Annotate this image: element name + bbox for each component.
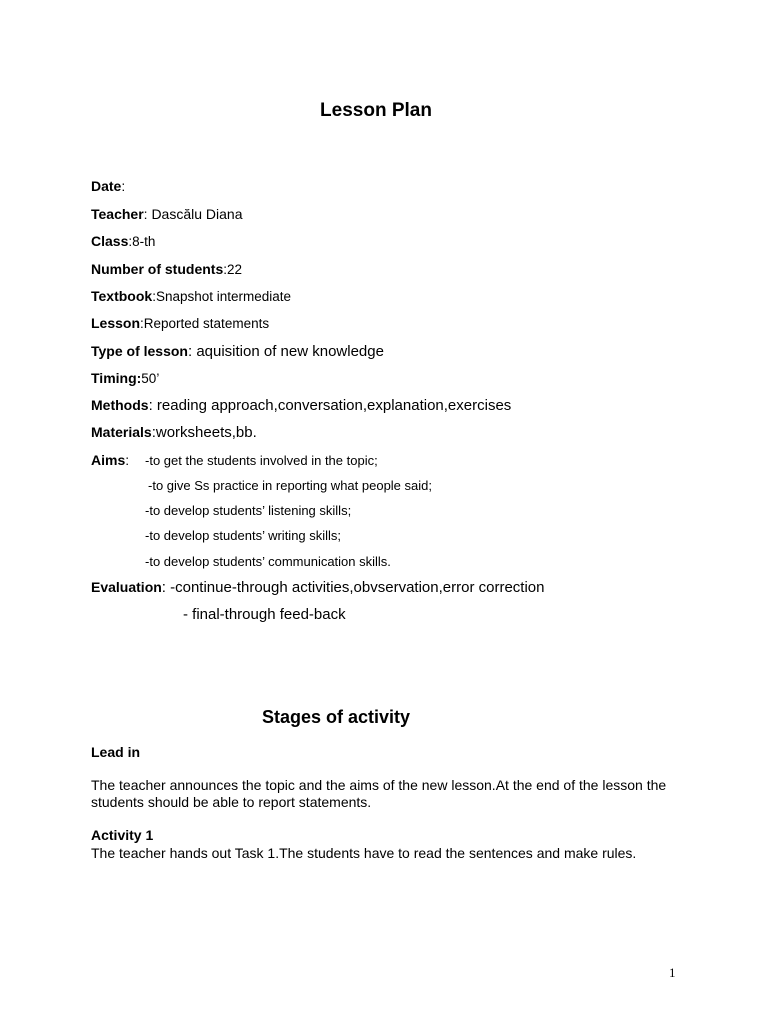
evaluation-label: Evaluation (91, 579, 162, 595)
field-timing (91, 369, 159, 388)
activity-1-heading: Activity 1 (91, 827, 154, 843)
evaluation-value: : -continue-through activities,obvservation,error correction (161, 579, 545, 596)
stages-heading: Stages of activity (262, 707, 411, 727)
methods-label: Methods (91, 397, 149, 413)
field-evaluation (91, 578, 544, 597)
type-value: : aquisition of new knowledge (187, 343, 384, 360)
lead-in-heading: Lead in (91, 744, 141, 760)
lesson-value: :Reported statements (140, 316, 270, 331)
field-class (91, 232, 155, 251)
class-value: :8-th (128, 234, 156, 249)
methods-value: : reading approach,conversation,explanation,exercises (148, 397, 512, 414)
lead-in-paragraph: The teacher announces the topic and the aims of the new lesson.At the end of the lesson the students should be able to report statements. (91, 777, 667, 810)
teacher-label: Teacher (91, 206, 144, 222)
type-label: Type of lesson (91, 343, 188, 359)
date-value: : (121, 178, 126, 194)
teacher-value: : Dascălu Diana (143, 206, 243, 222)
materials-label: Materials (91, 424, 152, 440)
students-label: Number of students (91, 261, 224, 277)
aim-item: -to develop students’ writing skills; (145, 528, 342, 543)
field-lesson (91, 314, 269, 333)
aim-item: -to get the students involved in the topic; (145, 453, 378, 468)
field-textbook (91, 287, 291, 306)
page-number: 1 (669, 965, 676, 980)
lesson-label: Lesson (91, 315, 141, 331)
textbook-value: :Snapshot intermediate (152, 289, 292, 304)
activity-1-paragraph: The teacher hands out Task 1.The students have to read the sentences and make rules. (91, 845, 637, 861)
field-aims (91, 451, 129, 469)
field-methods (91, 396, 511, 415)
field-teacher (91, 205, 243, 223)
aim-item: -to give Ss practice in reporting what people said; (148, 478, 432, 493)
textbook-label: Textbook (91, 288, 153, 304)
aim-item: -to develop students’ communication skills. (145, 554, 391, 569)
field-date (91, 177, 125, 195)
timing-value: 50’ (141, 371, 160, 386)
aims-colon: : (125, 452, 130, 468)
field-type-of-lesson (91, 342, 384, 361)
students-value: :22 (223, 262, 243, 277)
class-label: Class (91, 233, 129, 249)
field-materials (91, 423, 257, 442)
materials-value: :worksheets,bb. (151, 424, 257, 441)
aim-item: -to develop students’ listening skills; (145, 503, 352, 518)
evaluation-line2: - final-through feed-back (183, 606, 346, 623)
page-title: Lesson Plan (320, 100, 432, 121)
field-students (91, 260, 242, 279)
date-label: Date (91, 178, 122, 194)
timing-label: Timing: (91, 370, 142, 386)
aims-label: Aims (91, 452, 126, 468)
